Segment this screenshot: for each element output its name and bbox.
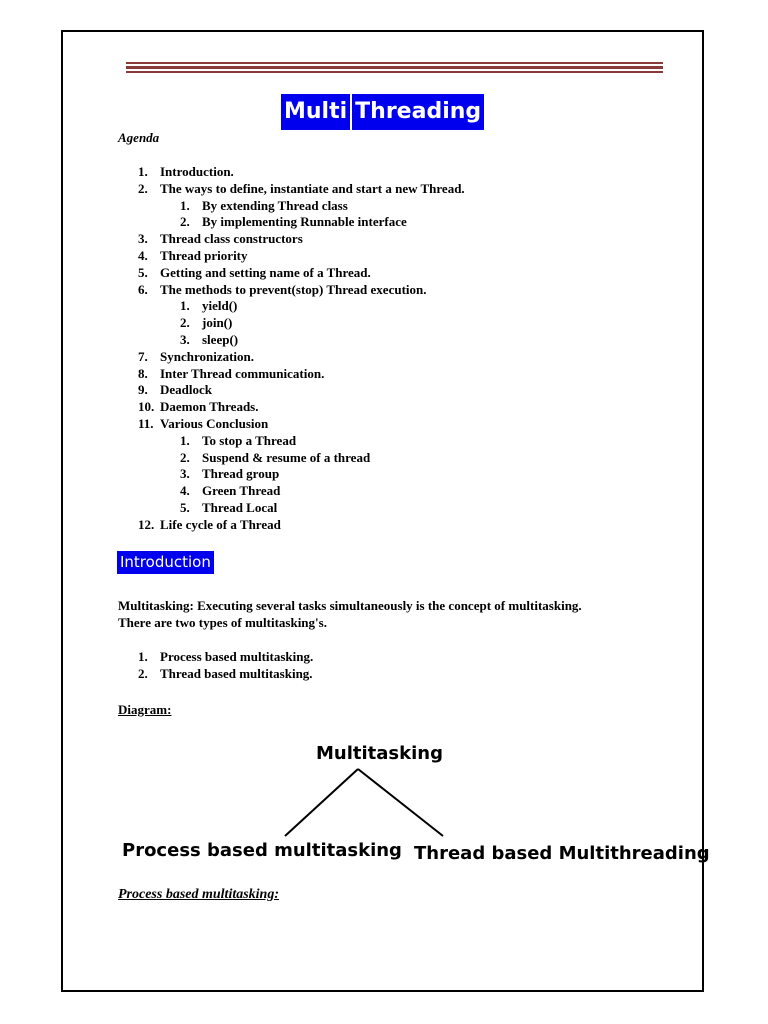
agenda-sub-item-number: 3. [180,331,190,347]
agenda-item [138,416,658,433]
agenda-sub-item [138,483,658,500]
agenda-sub-item [138,450,658,467]
agenda-item-number: 7. [138,348,148,364]
agenda-item-number: 2. [138,180,148,196]
agenda-item-text: Thread class constructors [160,231,303,247]
agenda-item-number: 5. [138,264,148,280]
agenda-sub-item-text: Green Thread [202,483,281,499]
paragraph-line-1: Multitasking: Executing several tasks simultaneously is the concept of multitasking. [118,598,582,613]
agenda-sub-list [138,198,658,232]
introduction-paragraph [118,598,658,631]
agenda-sub-item [138,332,658,349]
paragraph-line-2: There are two types of multitasking's. [118,614,327,630]
agenda-sub-item-number: 2. [180,214,190,230]
diagram-node-root: Multitasking [316,743,443,764]
agenda-item [138,382,658,399]
agenda-item-text: The ways to define, instantiate and start a new Thread. [160,180,465,196]
agenda-sub-item [138,433,658,450]
agenda-sub-item-number: 4. [180,483,190,499]
agenda-sub-item-number: 3. [180,466,190,482]
agenda-item-text: Life cycle of a Thread [160,516,281,532]
agenda-item-text: Inter Thread communication. [160,365,325,381]
agenda-item-number: 8. [138,365,148,381]
title-word-1: Multi [281,94,350,130]
agenda-sub-item-number: 1. [180,298,190,314]
process-based-section-label: Process based multitasking: [118,887,280,902]
agenda-item-text: Deadlock [160,382,212,398]
agenda-sub-item-text: By extending Thread class [202,197,348,213]
multitasking-type-item [138,649,538,666]
agenda-sub-item-text: join() [202,315,233,331]
agenda-sub-item-number: 5. [180,499,190,515]
agenda-sub-list [138,433,658,517]
diagram-node-left: Process based multitasking [122,840,402,861]
diagram-node-right: Thread based Multithreading [414,843,710,864]
agenda-item-text: Thread priority [160,247,248,263]
agenda-item-number: 11. [138,415,154,431]
introduction-heading: Introduction [117,551,214,574]
agenda-sub-list [138,298,658,348]
agenda-label: Agenda [118,130,160,145]
agenda-item [138,164,658,181]
agenda-item-number: 6. [138,281,148,297]
agenda-item [138,399,658,416]
agenda-item [138,366,658,383]
agenda-sub-item-text: To stop a Thread [202,432,297,448]
header-rule-top [126,62,663,64]
page-title [281,94,484,130]
agenda-item-number: 4. [138,247,148,263]
agenda-sub-item [138,198,658,215]
agenda-sub-item [138,466,658,483]
title-word-2: Threading [352,94,484,130]
agenda-item-text: Synchronization. [160,348,255,364]
agenda-sub-item-text: Thread Local [202,499,278,515]
header-rule-bottom [126,71,663,73]
agenda-sub-item [138,315,658,332]
multitasking-type-text: Thread based multitasking. [160,665,313,681]
diagram-label: Diagram: [118,702,172,717]
agenda-sub-item-text: Thread group [202,466,280,482]
agenda-sub-item-text: yield() [202,298,238,314]
agenda-sub-item [138,298,658,315]
agenda-list [138,164,658,534]
agenda-sub-item-number: 1. [180,197,190,213]
agenda-item-text: Daemon Threads. [160,399,259,415]
multitasking-type-number: 1. [138,649,148,664]
agenda-sub-item [138,500,658,517]
agenda-item [138,265,658,282]
agenda-item [138,231,658,248]
agenda-item-text: Getting and setting name of a Thread. [160,264,371,280]
agenda-sub-item [138,214,658,231]
agenda-item-number: 3. [138,231,148,247]
agenda-item-number: 9. [138,382,148,398]
agenda-item [138,349,658,366]
agenda-sub-item-number: 2. [180,315,190,331]
agenda-item-number: 10. [138,399,155,415]
multitasking-type-text: Process based multitasking. [160,649,314,664]
agenda-item-text: Introduction. [160,164,234,179]
agenda-sub-item-text: By implementing Runnable interface [202,214,407,230]
agenda-item [138,282,658,299]
agenda-item-number: 1. [138,164,148,179]
multitasking-type-item [138,666,538,683]
agenda-item [138,517,658,534]
header-rule-middle [126,66,663,69]
agenda-sub-item-text: Suspend & resume of a thread [202,449,371,465]
agenda-sub-item-number: 2. [180,449,190,465]
agenda-sub-item-text: sleep() [202,331,239,347]
multitasking-type-number: 2. [138,665,148,681]
agenda-item [138,181,658,198]
agenda-item-text: Various Conclusion [160,415,269,431]
agenda-sub-item-number: 1. [180,432,190,448]
agenda-item-text: The methods to prevent(stop) Thread execution. [160,281,427,297]
agenda-item-number: 12. [138,516,155,532]
multitasking-types-list [138,649,538,683]
agenda-item [138,248,658,265]
